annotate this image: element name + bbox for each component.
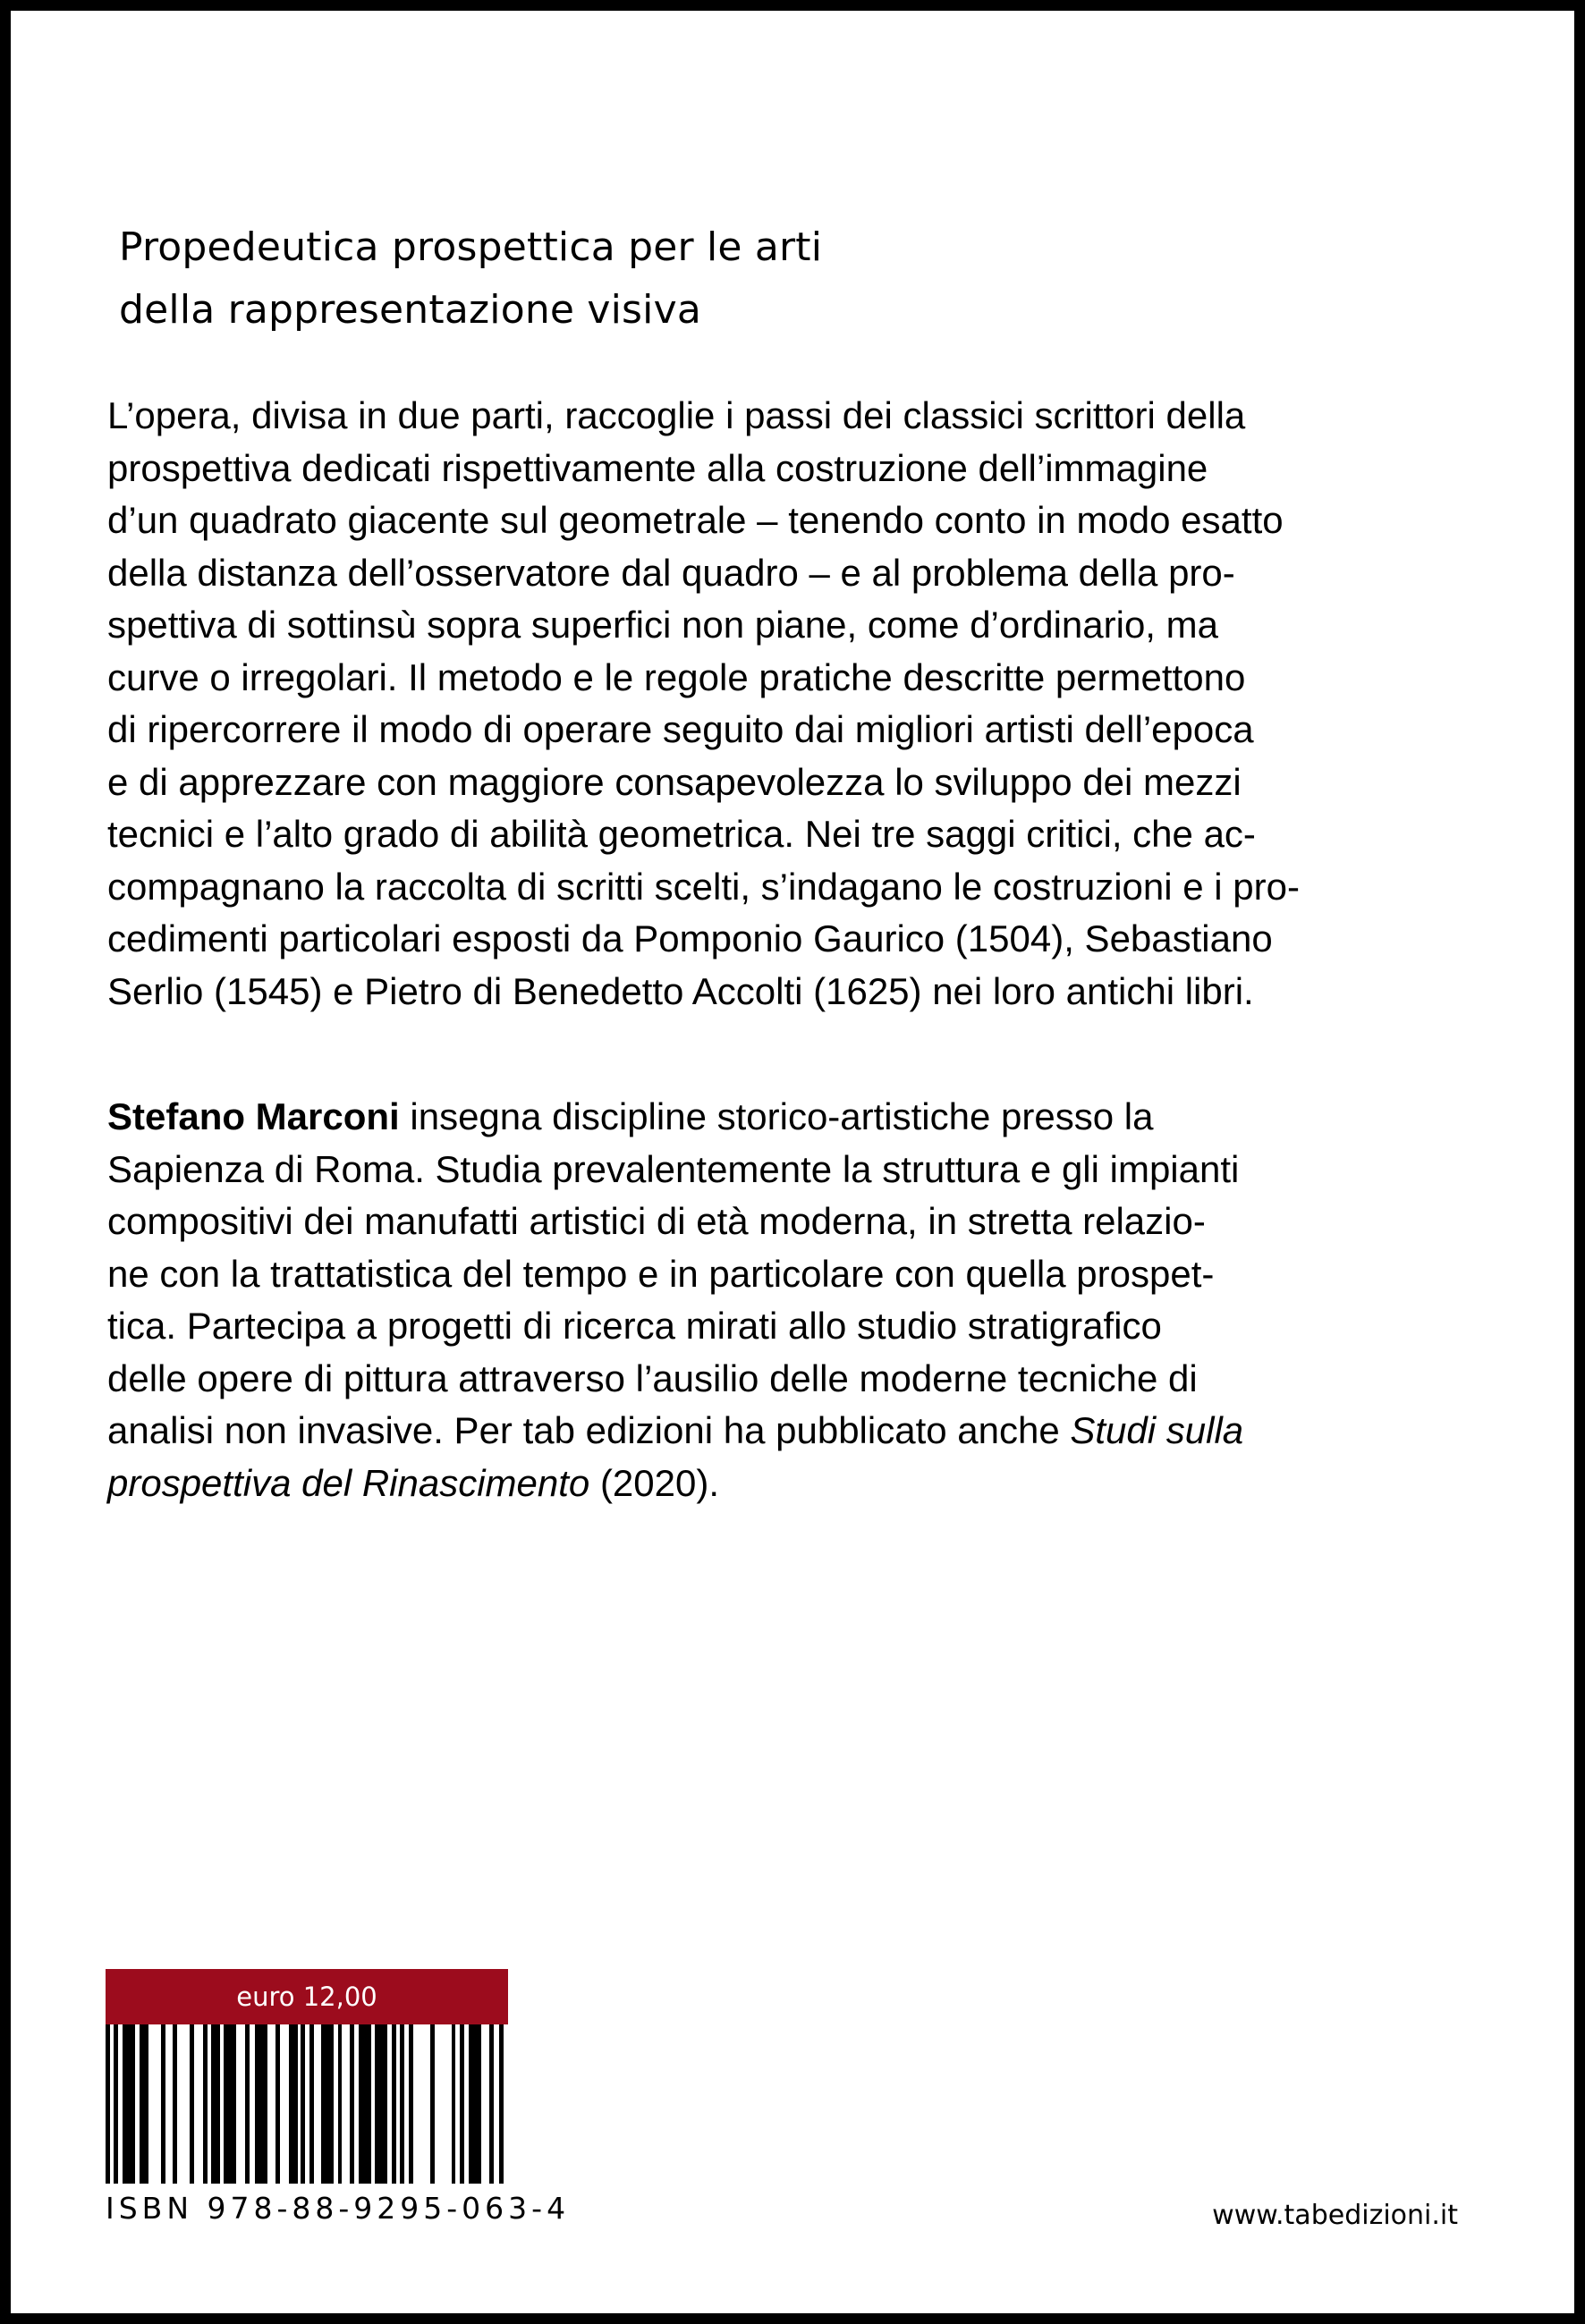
bio-text: (2020). [589,1461,720,1504]
title-line: Propedeutica prospettica per le arti [119,224,823,270]
description-line: cedimenti particolari esposti da Pomponio Gaurico (1504), Sebastiano [107,917,1273,959]
bio-line: ne con la trattatistica del tempo e in particolare con quella prospet- [107,1252,1215,1295]
price-label: euro 12,00 [106,1969,508,2024]
back-cover [11,11,1574,2313]
description-line: spettiva di sottinsù sopra superfici non piane, come d’ordinario, ma [107,604,1218,646]
description-line: della distanza dell’osservatore dal quadro – e al problema della pro- [107,551,1235,594]
author-bio [107,1091,1503,1509]
bio-line [107,1405,1503,1458]
description-line: di ripercorrere il modo di operare seguito dai migliori artisti dell’epoca [107,708,1254,750]
bio-line: delle opere di pittura attraverso l’ausilio delle moderne tecniche di [107,1356,1198,1399]
bio-line: tica. Partecipa a progetti di ricerca mirati allo studio stratigrafico [107,1305,1162,1347]
description-line: compagnano la raccolta di scritti scelti, s’indagano le costruzioni e i pro- [107,865,1300,908]
title-line: della rappresentazione visiva [119,287,701,333]
bio-line: Sapienza di Roma. Studia prevalentemente la struttura e gli impianti [107,1147,1240,1190]
barcode-block [106,1969,571,2226]
description-line: Serlio (1545) e Pietro di Benedetto Accolti (1625) nei loro antichi libri. [107,969,1254,1012]
book-title [119,216,822,342]
book-reference-title: prospettiva del Rinascimento [107,1461,590,1504]
bio-text: analisi non invasive. Per tab edizioni ha pubblicato anche [107,1409,1071,1451]
description-line: prospettiva dedicati rispettivamente alla costruzione dell’immagine [107,446,1208,489]
description-line: e di apprezzare con maggiore consapevolezza lo sviluppo dei mezzi [107,760,1242,803]
description-line: tecnici e l’alto grado di abilità geometrica. Nei tre saggi critici, che ac- [107,813,1256,855]
bio-line: compositivi dei manufatti artistici di età moderna, in stretta relazio- [107,1200,1206,1242]
description-line: L’opera, divisa in due parti, raccoglie i passi dei classici scrittori della [107,394,1246,436]
isbn-number: ISBN 978-88-9295-063-4 [106,2191,571,2226]
bio-line [107,1091,1503,1144]
book-reference-title: Studi sulla [1070,1409,1244,1451]
bio-line [107,1458,1503,1510]
description-line: d’un quadrato giacente sul geometrale – tenendo conto in modo esatto [107,499,1284,541]
barcode-icon [106,2024,508,2184]
book-description [107,390,1503,1018]
description-line: curve o irregolari. Il metodo e le regole pratiche descritte permettono [107,655,1246,698]
bio-text: insegna discipline storico-artistiche presso la [399,1095,1154,1137]
publisher-website[interactable]: www.tabedizioni.it [1212,2200,1458,2231]
author-name: Stefano Marconi [107,1095,400,1137]
